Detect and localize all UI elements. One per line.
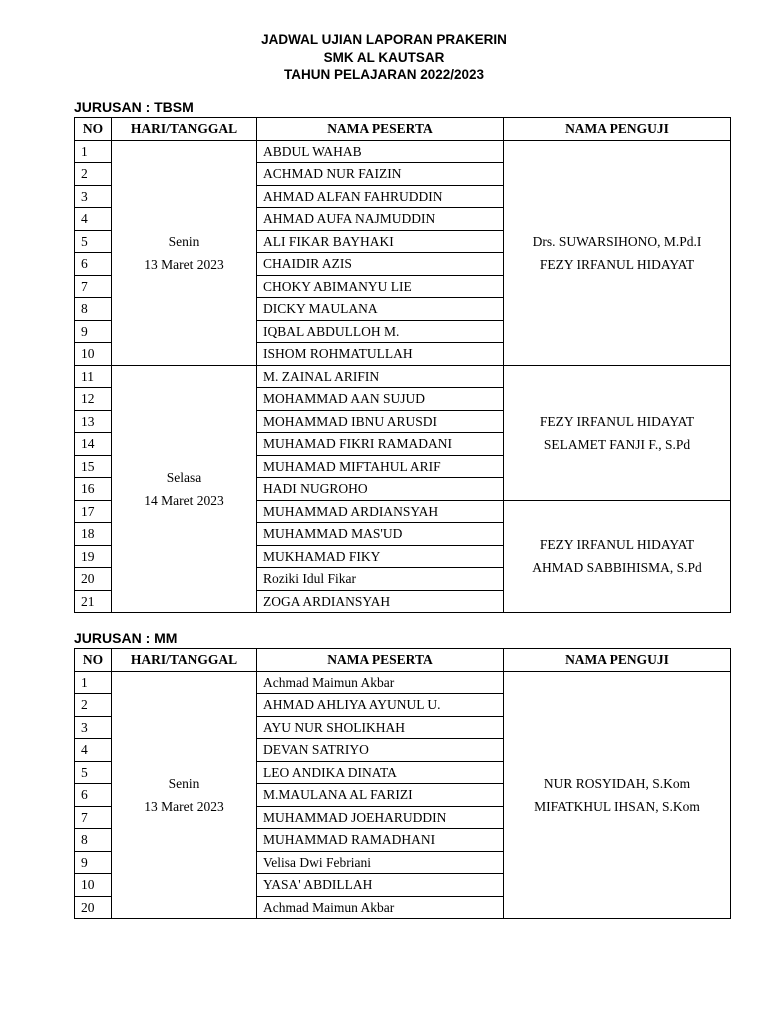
column-header-name: NAMA PESERTA	[257, 118, 504, 141]
participant-name: ABDUL WAHAB	[257, 140, 504, 163]
title-line-3: TAHUN PELAJARAN 2022/2023	[283, 67, 485, 82]
row-number: 18	[75, 523, 112, 546]
participant-name: ACHMAD NUR FAIZIN	[257, 163, 504, 186]
row-number: 10	[75, 874, 112, 897]
row-number: 20	[75, 568, 112, 591]
examiner-name: FEZY IRFANUL HIDAYAT	[539, 413, 695, 429]
participant-name: MUHAMMAD MAS'UD	[257, 523, 504, 546]
row-number: 20	[75, 896, 112, 919]
examiner-name: FEZY IRFANUL HIDAYAT	[539, 537, 695, 553]
participant-name: Velisa Dwi Febriani	[257, 851, 504, 874]
title-line-1: JADWAL UJIAN LAPORAN PRAKERIN	[261, 32, 507, 47]
participant-name: MUHAMMAD JOEHARUDDIN	[257, 806, 504, 829]
examiner-cell	[504, 500, 731, 613]
row-number: 6	[75, 253, 112, 276]
participant-name: MOHAMMAD IBNU ARUSDI	[257, 410, 504, 433]
title-line-2: SMK AL KAUTSAR	[323, 49, 445, 65]
participant-name: IQBAL ABDULLOH M.	[257, 320, 504, 343]
table-row	[75, 671, 731, 694]
row-number: 15	[75, 455, 112, 478]
table-row	[75, 140, 731, 163]
row-number: 8	[75, 829, 112, 852]
row-number: 8	[75, 298, 112, 321]
examiner-name: NUR ROSYIDAH, S.Kom	[543, 775, 691, 791]
column-header-examiner: NAMA PENGUJI	[504, 118, 731, 141]
participant-name: AYU NUR SHOLIKHAH	[257, 716, 504, 739]
row-number: 13	[75, 410, 112, 433]
row-number: 11	[75, 365, 112, 388]
participant-name: MUHAMMAD RAMADHANI	[257, 829, 504, 852]
column-header-day: HARI/TANGGAL	[112, 118, 257, 141]
row-number: 10	[75, 343, 112, 366]
examiner-cell	[504, 140, 731, 365]
day-cell	[112, 365, 257, 613]
examiner-cell	[504, 365, 731, 500]
participant-name: MUHAMAD MIFTAHUL ARIF	[257, 455, 504, 478]
row-number: 17	[75, 500, 112, 523]
row-number: 7	[75, 275, 112, 298]
day-cell	[112, 671, 257, 919]
table-header-row	[75, 649, 731, 672]
table-header-row	[75, 118, 731, 141]
participant-name: Achmad Maimun Akbar	[257, 671, 504, 694]
row-number: 9	[75, 851, 112, 874]
participant-name: AHMAD AHLIYA AYUNUL U.	[257, 694, 504, 717]
day-name: Selasa	[166, 469, 202, 485]
row-number: 14	[75, 433, 112, 456]
day-name: Senin	[168, 775, 200, 791]
column-header-no: NO	[75, 649, 112, 672]
table-row	[75, 365, 731, 388]
row-number: 21	[75, 590, 112, 613]
column-header-no: NO	[75, 118, 112, 141]
row-number: 1	[75, 671, 112, 694]
examiner-name: Drs. SUWARSIHONO, M.Pd.I	[532, 233, 702, 249]
document-title	[0, 31, 768, 84]
participant-name: YASA' ABDILLAH	[257, 874, 504, 897]
row-number: 4	[75, 739, 112, 762]
examiner-name: AHMAD SABBIHISMA, S.Pd	[532, 560, 702, 576]
participant-name: M.MAULANA AL FARIZI	[257, 784, 504, 807]
participant-name: AHMAD ALFAN FAHRUDDIN	[257, 185, 504, 208]
examiner-cell	[504, 671, 731, 919]
participant-name: DICKY MAULANA	[257, 298, 504, 321]
row-number: 6	[75, 784, 112, 807]
participant-name: Roziki Idul Fikar	[257, 568, 504, 591]
participant-name: AHMAD AUFA NAJMUDDIN	[257, 208, 504, 231]
column-header-day: HARI/TANGGAL	[112, 649, 257, 672]
day-date: 13 Maret 2023	[144, 256, 224, 272]
row-number: 2	[75, 694, 112, 717]
column-header-examiner: NAMA PENGUJI	[504, 649, 731, 672]
day-name: Senin	[168, 233, 200, 249]
row-number: 12	[75, 388, 112, 411]
schedule-table-tbsm	[74, 117, 731, 613]
examiner-name: FEZY IRFANUL HIDAYAT	[539, 256, 695, 272]
examiner-name: SELAMET FANJI F., S.Pd	[543, 436, 691, 452]
section-label-mm: JURUSAN : MM	[74, 630, 178, 646]
row-number: 3	[75, 716, 112, 739]
row-number: 5	[75, 230, 112, 253]
row-number: 4	[75, 208, 112, 231]
participant-name: HADI NUGROHO	[257, 478, 504, 501]
participant-name: ZOGA ARDIANSYAH	[257, 590, 504, 613]
participant-name: DEVAN SATRIYO	[257, 739, 504, 762]
row-number: 2	[75, 163, 112, 186]
row-number: 3	[75, 185, 112, 208]
row-number: 5	[75, 761, 112, 784]
participant-name: MOHAMMAD AAN SUJUD	[257, 388, 504, 411]
row-number: 1	[75, 140, 112, 163]
column-header-name: NAMA PESERTA	[257, 649, 504, 672]
schedule-table-mm	[74, 648, 731, 919]
row-number: 7	[75, 806, 112, 829]
participant-name: CHAIDIR AZIS	[257, 253, 504, 276]
participant-name: MUHAMMAD ARDIANSYAH	[257, 500, 504, 523]
day-date: 14 Maret 2023	[144, 492, 224, 508]
participant-name: CHOKY ABIMANYU LIE	[257, 275, 504, 298]
row-number: 9	[75, 320, 112, 343]
day-date: 13 Maret 2023	[144, 798, 224, 814]
day-cell	[112, 140, 257, 365]
section-label-tbsm: JURUSAN : TBSM	[74, 99, 194, 115]
participant-name: ALI FIKAR BAYHAKI	[257, 230, 504, 253]
participant-name: ISHOM ROHMATULLAH	[257, 343, 504, 366]
row-number: 16	[75, 478, 112, 501]
participant-name: LEO ANDIKA DINATA	[257, 761, 504, 784]
participant-name: M. ZAINAL ARIFIN	[257, 365, 504, 388]
participant-name: Achmad Maimun Akbar	[257, 896, 504, 919]
participant-name: MUHAMAD FIKRI RAMADANI	[257, 433, 504, 456]
participant-name: MUKHAMAD FIKY	[257, 545, 504, 568]
row-number: 19	[75, 545, 112, 568]
examiner-name: MIFATKHUL IHSAN, S.Kom	[534, 798, 700, 814]
